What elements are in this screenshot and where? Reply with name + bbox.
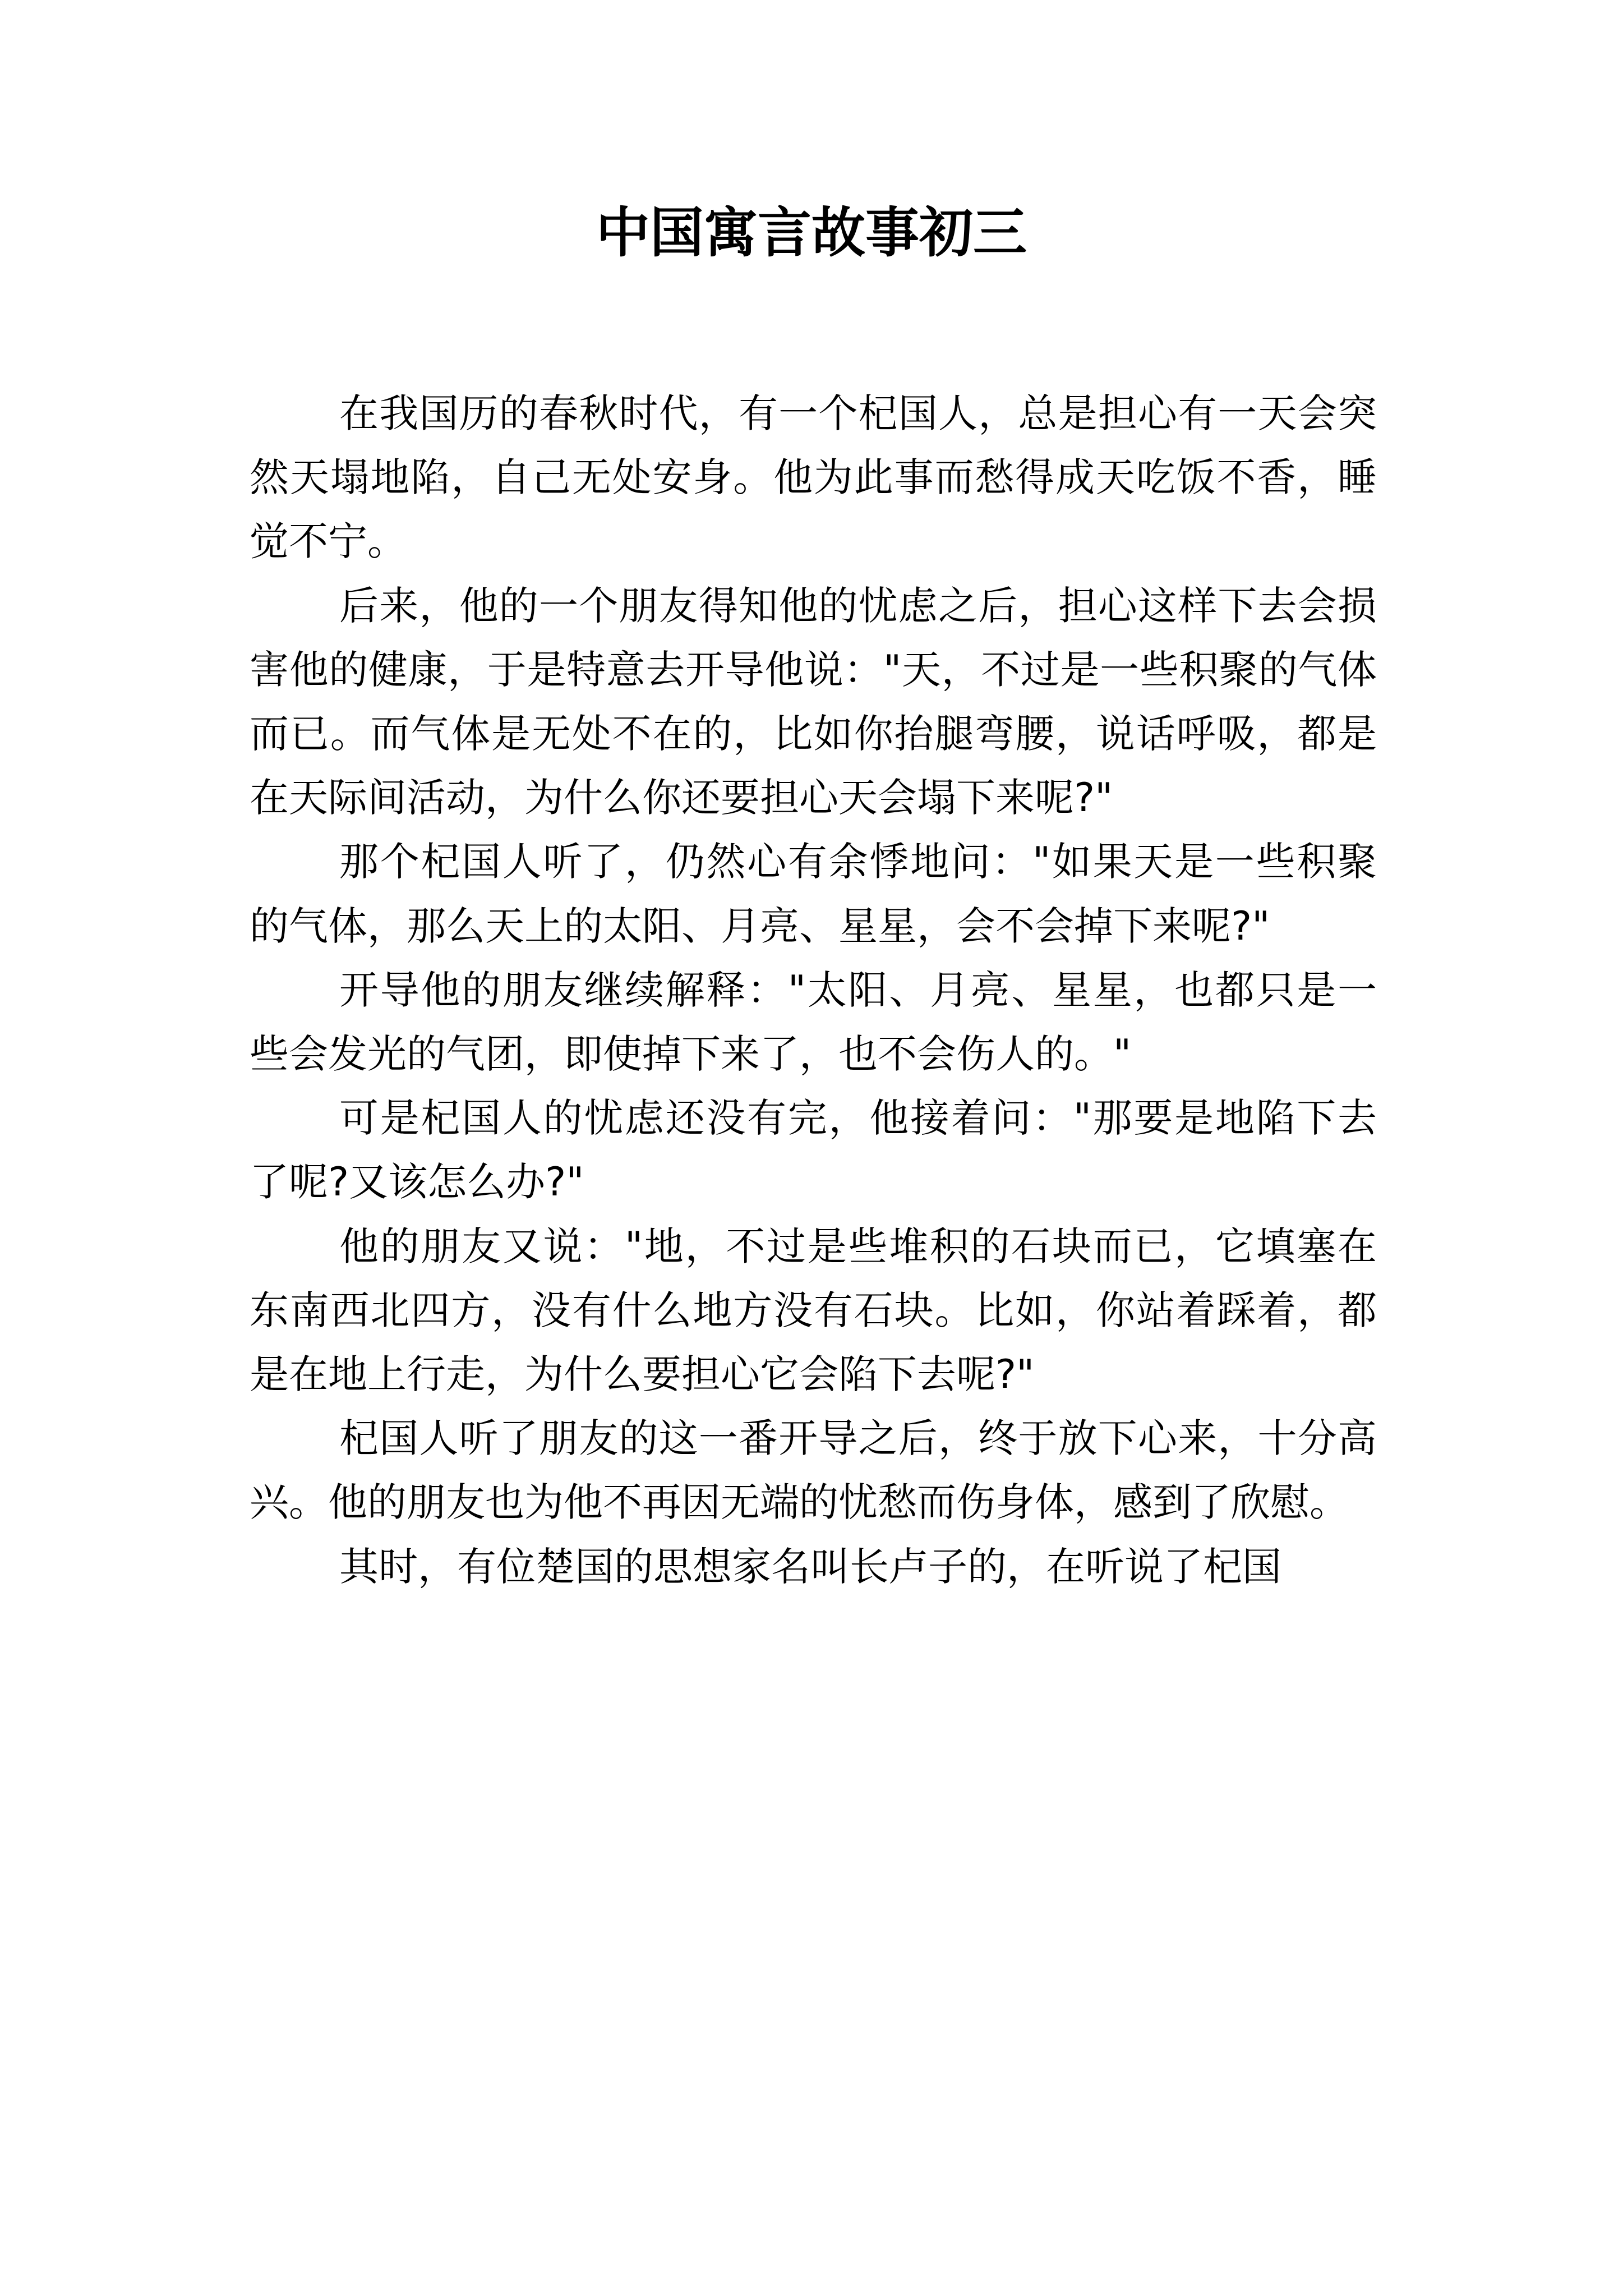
document-body bbox=[250, 381, 1377, 1599]
paragraph: 那个杞国人听了，仍然心有余悸地问："如果天是一些积聚的气体，那么天上的太阳、月亮、星星，会不会掉下来呢?" bbox=[250, 839, 1377, 949]
paragraph: 杞国人听了朋友的这一番开导之后，终于放下心来，十分高兴。他的朋友也为他不再因无端的忧愁而伤身体，感到了欣慰。 bbox=[250, 1415, 1377, 1526]
paragraph: 开导他的朋友继续解释："太阳、月亮、星星，也都只是一些会发光的气团，即使掉下来了，也不会伤人的。" bbox=[250, 967, 1377, 1078]
document-title: 中国寓言故事初三 bbox=[596, 201, 1027, 264]
paragraph: 在我国历的春秋时代，有一个杞国人，总是担心有一天会突然天塌地陷，自己无处安身。他为此事而愁得成天吃饭不香，睡觉不宁。 bbox=[250, 390, 1377, 565]
paragraph: 他的朋友又说："地，不过是些堆积的石块而已，它填塞在东南西北四方，没有什么地方没有石块。比如，你站着踩着，都是在地上行走，为什么要担心它会陷下去呢?" bbox=[250, 1223, 1377, 1398]
paragraph: 其时，有位楚国的思想家名叫长卢子的，在听说了杞国 bbox=[339, 1543, 1281, 1590]
paragraph: 后来，他的一个朋友得知他的忧虑之后，担心这样下去会损害他的健康，于是特意去开导他说："天，不过是一些积聚的气体而已。而气体是无处不在的，比如你抬腿弯腰，说话呼吸，都是在天际间活动，为什么你还要担心天会塌下来呢?" bbox=[250, 582, 1377, 821]
paragraph: 可是杞国人的忧虑还没有完，他接着问："那要是地陷下去了呢?又该怎么办?" bbox=[250, 1095, 1377, 1205]
